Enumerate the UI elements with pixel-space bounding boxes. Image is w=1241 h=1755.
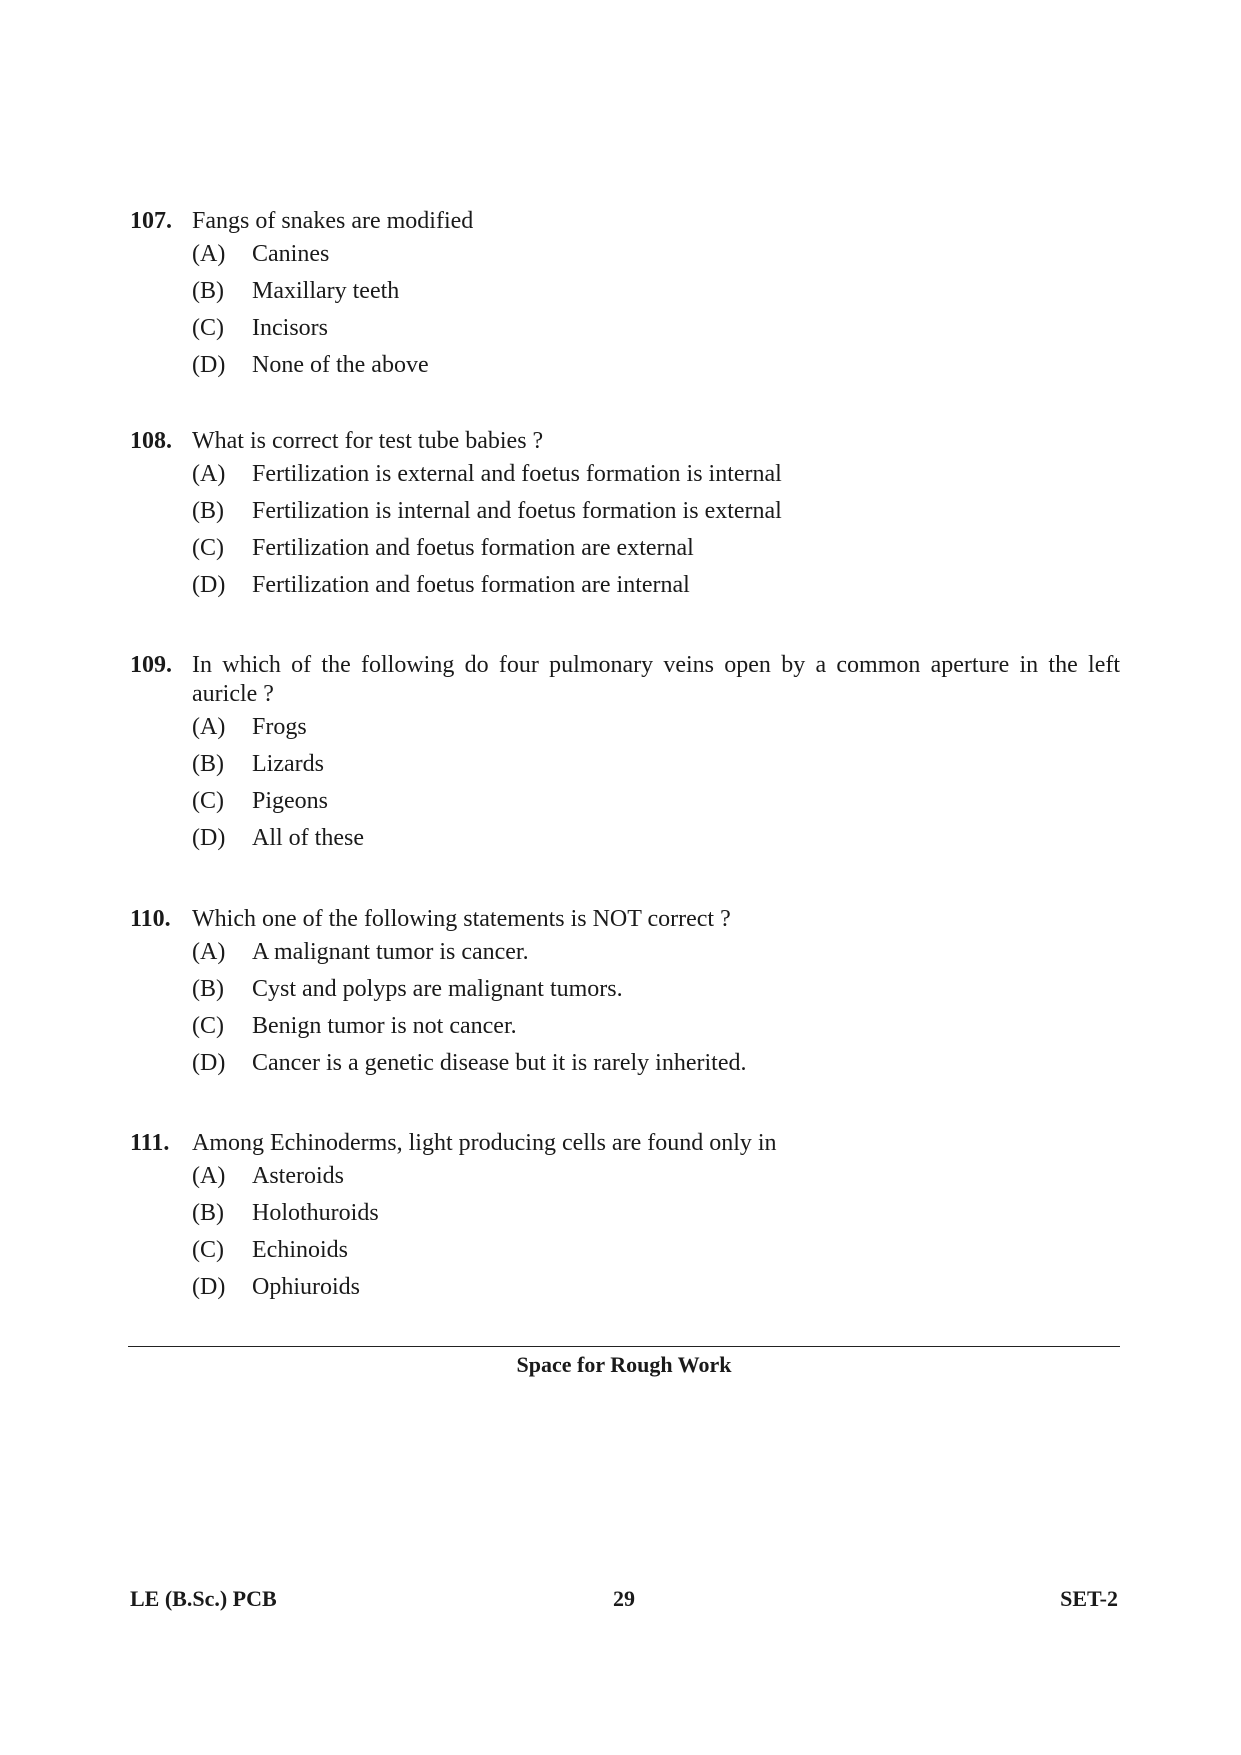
footer-page-number: 29 — [613, 1586, 635, 1611]
option-a — [192, 456, 1120, 493]
option-c — [192, 1232, 1120, 1269]
option-text: Incisors — [252, 315, 328, 341]
option-c — [192, 783, 1120, 820]
option-text: Holothuroids — [252, 1200, 379, 1226]
option-b — [192, 273, 1120, 310]
option-text: Echinoids — [252, 1237, 348, 1263]
option-letter: (D) — [192, 572, 226, 598]
question-stem — [130, 427, 1120, 456]
rough-work-heading: Space for Rough Work — [516, 1352, 732, 1377]
option-letter: (B) — [192, 278, 224, 304]
option-text: Cancer is a genetic disease but it is rarely inherited. — [252, 1050, 747, 1076]
option-text: Fertilization is external and foetus formation is internal — [252, 461, 782, 487]
question-text: Which one of the following statements is NOT correct ? — [192, 906, 731, 932]
question-110 — [130, 905, 1120, 1082]
question-number: 108. — [130, 428, 172, 454]
option-text: None of the above — [252, 352, 429, 378]
option-letter: (A) — [192, 461, 226, 487]
option-c — [192, 530, 1120, 567]
option-text: All of these — [252, 825, 364, 851]
option-letter: (B) — [192, 498, 224, 524]
option-b — [192, 746, 1120, 783]
option-a — [192, 236, 1120, 273]
footer-exam-code: LE (B.Sc.) PCB — [130, 1586, 277, 1611]
question-text: What is correct for test tube babies ? — [192, 428, 544, 454]
option-text: Pigeons — [252, 788, 329, 814]
option-text: Benign tumor is not cancer. — [252, 1013, 517, 1039]
option-letter: (A) — [192, 241, 226, 267]
option-c — [192, 1008, 1120, 1045]
option-text: Asteroids — [252, 1163, 344, 1189]
option-text: Fertilization and foetus formation are internal — [252, 572, 690, 598]
option-letter: (D) — [192, 352, 226, 378]
option-text: Maxillary teeth — [252, 278, 400, 304]
option-a — [192, 709, 1120, 746]
question-111 — [130, 1129, 1120, 1306]
question-107 — [130, 207, 1120, 384]
option-text: Frogs — [252, 714, 307, 740]
option-b — [192, 1195, 1120, 1232]
option-d — [192, 1269, 1120, 1306]
option-a — [192, 934, 1120, 971]
question-stem — [130, 651, 1120, 709]
option-list — [130, 456, 1120, 604]
option-letter: (D) — [192, 1050, 226, 1076]
question-stem — [130, 1129, 1120, 1158]
option-list — [130, 934, 1120, 1082]
option-d — [192, 347, 1120, 384]
option-b — [192, 493, 1120, 530]
option-letter: (A) — [192, 714, 226, 740]
option-text: Cyst and polyps are malignant tumors. — [252, 976, 623, 1002]
option-letter: (B) — [192, 751, 224, 777]
option-text: Fertilization and foetus formation are external — [252, 535, 694, 561]
option-d — [192, 1045, 1120, 1082]
section-divider — [128, 1346, 1120, 1347]
option-letter: (C) — [192, 1237, 224, 1263]
option-letter: (B) — [192, 1200, 224, 1226]
option-d — [192, 820, 1120, 857]
option-list — [130, 236, 1120, 384]
option-list — [130, 709, 1120, 857]
option-letter: (C) — [192, 315, 224, 341]
option-text: Ophiuroids — [252, 1274, 360, 1300]
question-108 — [130, 427, 1120, 604]
question-text: Fangs of snakes are modified — [192, 208, 474, 234]
option-letter: (D) — [192, 1274, 226, 1300]
option-letter: (C) — [192, 788, 224, 814]
option-letter: (A) — [192, 939, 226, 965]
option-list — [130, 1158, 1120, 1306]
question-number: 110. — [130, 906, 171, 932]
option-text: Lizards — [252, 751, 324, 777]
option-letter: (A) — [192, 1163, 226, 1189]
option-letter: (C) — [192, 535, 224, 561]
question-109 — [130, 651, 1120, 857]
footer-set-label: SET-2 — [1060, 1586, 1118, 1611]
option-text: Canines — [252, 241, 330, 267]
question-number: 107. — [130, 208, 172, 234]
option-d — [192, 567, 1120, 604]
question-text: Among Echinoderms, light producing cells are found only in — [192, 1130, 777, 1156]
question-stem — [130, 905, 1120, 934]
option-b — [192, 971, 1120, 1008]
option-text: A malignant tumor is cancer. — [252, 939, 529, 965]
question-number: 111. — [130, 1130, 170, 1156]
option-letter: (D) — [192, 825, 226, 851]
question-number: 109. — [130, 652, 172, 678]
option-letter: (C) — [192, 1013, 224, 1039]
option-c — [192, 310, 1120, 347]
option-a — [192, 1158, 1120, 1195]
question-stem — [130, 207, 1120, 236]
option-text: Fertilization is internal and foetus formation is external — [252, 498, 782, 524]
option-letter: (B) — [192, 976, 224, 1002]
question-text: In which of the following do four pulmonary veins open by a common aperture in the left auricle ? — [192, 652, 1120, 707]
